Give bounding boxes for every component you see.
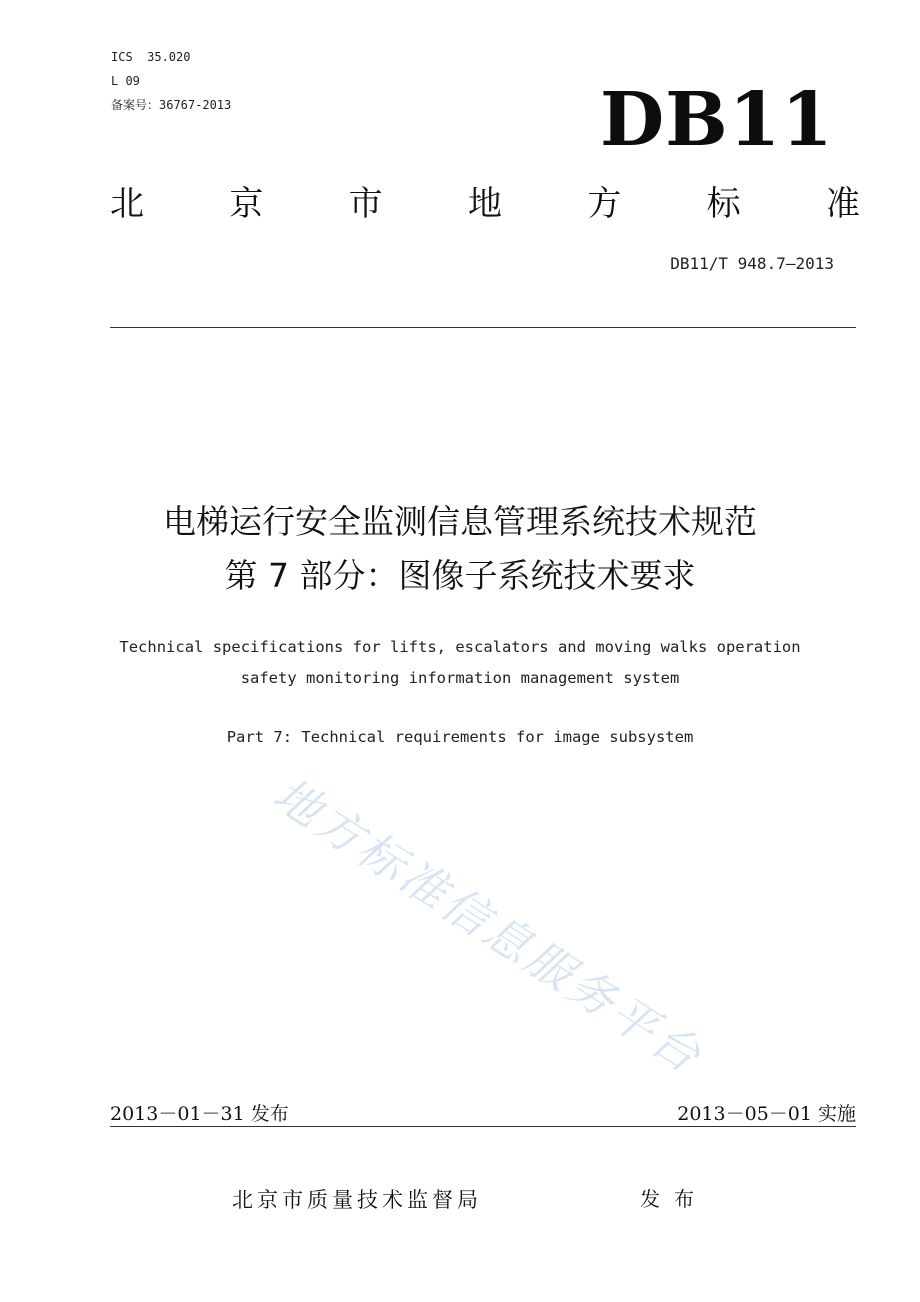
implement-date: 2013－05－01 实施 [677,1103,856,1125]
header-char: 准 [825,184,860,224]
header-char: 北 [110,184,144,224]
cn-title-line1: 电梯运行安全监测信息管理系统技术规范 [163,502,757,541]
en-title-line2: safety monitoring information management system [240,669,680,687]
en-title-line1: Technical specifications for lifts, escalators and moving walks operation [119,638,801,656]
header-char: 地 [467,184,502,224]
record-number: 备案号：36767-2013 [111,98,232,112]
standard-number: DB11/T 948.7—2013 [670,254,834,273]
header-char: 京 [229,184,264,224]
header-char: 市 [348,184,383,224]
ccs-code: L 09 [111,74,140,88]
header-divider [110,327,856,328]
issuing-authority: 北京市质量技术监督局 [232,1188,482,1212]
ics-code: ICS 35.020 [111,50,191,64]
db11-logo: DB11 [600,77,834,163]
publish-date: 2013－01－31 发布 [110,1103,289,1125]
header-char: 标 [706,184,741,224]
issue-label: 发布 [640,1187,708,1211]
local-standard-header [110,180,860,228]
header-char: 方 [587,184,622,224]
en-title-part: Part 7: Technical requirements for image subsystem [226,728,694,746]
cn-title-line2: 第 7 部分：图像子系统技术要求 [224,556,696,595]
watermark: 地方标准信息服务平台 [263,766,713,1085]
date-divider [110,1126,856,1127]
